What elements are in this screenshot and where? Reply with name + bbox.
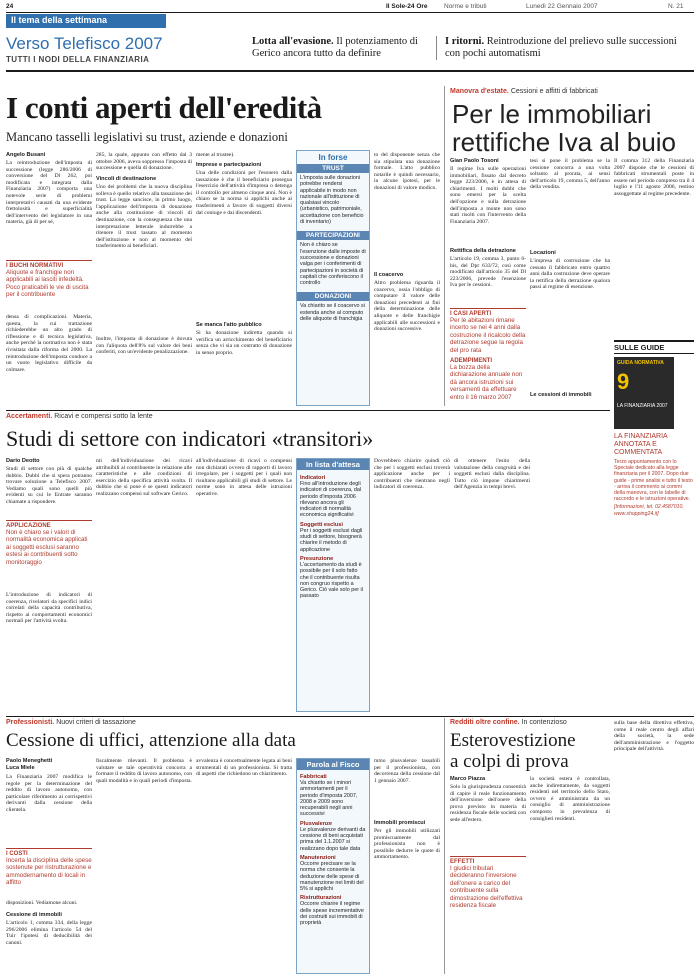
uffici-kicker-text: Nuovi criteri di tassazione (56, 719, 136, 726)
studi-col3: all'individuazione di ricavi o compensi non dichiarati ovvero di rapporti di lavoro irregolare, per i soggetti per i quali non risultano applicabili gli studi di settore. Le norme sono in attesa delle istruzioni operative. (196, 458, 292, 497)
estero-col1: Solo la giurisprudenza consentirà di capire il reale funzionamento dell'inversione dell'onere della prova previsto in materia di residenza fiscale delle società con sede all'estero. (450, 784, 526, 823)
guide-cover-brand: GUIDA NORMATIVA (617, 360, 664, 366)
estero-col2: la società estera è controllata, anche indirettamente, da soggetti residenti nel territorio dello Stato, ovvero è amministrata da un consiglio di amministrazione composto in prevalenza di consiglieri residenti. (530, 776, 610, 822)
lead-col1b: densa di complicazioni. Materia, questa, la cui trattazione richiederebbe un alto grado di riflessione e di tecnica legislativa, anche perché la normativa non è stata rivisitata dalla riforma del 2000. La reintroduzione dell'imposta conduce a un vuoto legislativo difficile da colmare. (6, 314, 92, 373)
studi-sidebox (6, 520, 92, 566)
fisco-item4-title: Ristrutturazioni (300, 895, 342, 902)
studi-col1: Studi di settore con più di qualche dubbio. Dubbi che si spera potranno trovare soluzione a Telefisco 2007. Vediamo quali sono quelli più evidenti su cui le Entrate saranno chiamate a rispondere. (6, 466, 92, 505)
uffici-author1: Paolo Meneghetti (6, 758, 53, 764)
in-forse-don-text: Va chiarito se il coacervo si estenda anche al computo delle aliquote di franchigia (300, 303, 365, 323)
immobili-sidebox-title: I CASI APERTI (450, 311, 492, 317)
immobili-col2c-a (530, 400, 610, 410)
attesa-item1-title: Indicatori (300, 475, 326, 481)
sulle-guide-box[interactable] (614, 340, 694, 530)
fisco-item1-title: Fabbricati (300, 774, 327, 780)
lead-col5a: to del disponente senza che sia stipulata una donazione formale. L'atto pubblico notarile è quindi necessario, in alcune ipotesi, per le donazioni di valore modico. (374, 152, 440, 191)
lead-col3-heading2: Se manca l'atto pubblico (196, 322, 262, 328)
attesa-item3-title: Presunzione (300, 555, 334, 562)
studi-col2: nti dell'individuazione dei ricavi attribuibili al contribuente in relazione alle caratteristiche e alle condizioni di esercizio della specifica attività svolta. Il dubbio che si pone è se questi indicatori realizzano compensi sul software Gerico. (96, 458, 192, 497)
banner-subtitle: TUTTI I NODI DELLA FINANZIARIA (6, 55, 150, 64)
lead-col2c: Inoltre, l'imposta di donazione è dovuta con l'aliquota dell'8% sul valore dei beni conferiti, con un'evidente penalizzazione. (96, 336, 192, 356)
teaser-ritorni[interactable] (436, 36, 686, 60)
lead-headline: I conti aperti dell'eredità (6, 90, 322, 125)
lead-sidebox-text: Aliquote e franchigie non applicabili ai lasciti infedeltà. Poco praticabili le vie di uscita per il contribuente (6, 269, 89, 299)
in-forse-trust-label: TRUST (297, 164, 369, 173)
issue-number: N. 21 (668, 3, 684, 10)
immobili-sidebox (450, 308, 526, 401)
studi-kicker-text: Ricavi e compensi sotto la lente (54, 413, 153, 420)
immobili-col3-heading: Le cessioni di immobili (530, 392, 592, 398)
immobili-sidebox-text2: La bozza della dichiarazione annuale non dà ancora istruzioni sui versamenti da effettuare entro il 16 marzo 2007 (450, 364, 523, 401)
uffici-col1-heading: Cessione di immobili (6, 912, 62, 918)
lead-col5b: Altro problema riguarda il coacervo, ossia l'obbligo di computare il valore delle donazioni precedenti ai fini della determinazione delle aliquote e delle franchigie applicabili alle successioni e donazioni successive. (374, 280, 440, 333)
coacervo-heading: Il coacervo (374, 272, 404, 278)
estero-kicker (450, 719, 567, 726)
section-flag (6, 14, 166, 28)
studi-kicker-bold: Accertamenti. (6, 413, 53, 420)
immobili-col3: Il comma 312 della Finanziaria 2007 dispone che le cessioni di fabbricati strumentali poste in essere nel periodo compreso tra il 4 luglio e l'11 agosto 2006, restino assoggettate al regime precedente. (614, 158, 694, 197)
uffici-kicker-bold: Professionisti. (6, 719, 55, 726)
guide-cover[interactable] (614, 357, 674, 429)
fisco-item3-title: Manutenzioni (300, 854, 336, 861)
uffici-col5: mmo plusvalenze tassabili per il professionista, con decorrenza della cessione dal 1 gennaio 2007. (374, 758, 440, 784)
sulle-guide-title: SULLE GUIDE (614, 340, 694, 354)
attesa-item3-text: L'accertamento da studi è possibile per il solo fatto che il contribuente risulta non congruo rispetto a Gerico. Ciò vale solo per il passato (300, 561, 363, 600)
in-forse-don-label: DONAZIONI (297, 292, 369, 301)
immobili-col1b: L'articolo 19, comma 3, punto 6-bis, del Dpr 633/72, così come modificato dall'articolo 35 del Dl 223/2006, prevede l'esenzione Iva per le cessioni. (450, 256, 526, 289)
immobili-kicker-text: Cessioni e affitti di fabbricati (510, 88, 598, 95)
attesa-item2-text: Per i soggetti esclusi dagli studi di settore, bisognerà chiarire il metodo di applicazione (300, 527, 363, 553)
lead-col2a: 285, la quale, appunto con effetto dal 3 ottobre 2006, aveva soppresso l'imposta di successione e quella di donazione. (96, 152, 192, 172)
immobili-headline-line1: Per le immobiliari (452, 99, 652, 129)
fisco-item2-text: Le plusvalenze derivanti da cessione di beni acquistati prima del 1.1.2007 si realizzano dopo tale data (300, 826, 366, 852)
uffici-sidebox-text: Incerta la disciplina delle spese sostenute per ristrutturazione e ammodernamento di locali in affitto (6, 857, 92, 887)
parola-fisco-box (296, 758, 370, 974)
studi-col1b: L'introduzione di indicatori di coerenza, rivelatori da specifici indici correlati della capacità contributiva, rispetto ai comportamenti economici normali per l'attività svolta. (6, 592, 92, 625)
teaser-ritorni-bold: I ritorni. (445, 36, 485, 47)
estero-headline-line2: a colpi di prova (450, 751, 569, 772)
uffici-col1c: L'articolo 1, comma 334, della legge 296/2006 elimina l'articolo 54 del Tuir l'ipotesi di deducibilità dei canoni. (6, 920, 92, 946)
banner (6, 34, 694, 72)
studi-sidebox-text: Non è chiaro se i valori di normalità economica applicati ai soggetti esclusi saranno estesi ai contribuenti sotto monitoraggio (6, 529, 88, 566)
studi-kicker (6, 413, 153, 420)
guide-cover-number: 9 (617, 369, 630, 394)
lead-col2b: Uno dei problemi che la nuova disciplina solleva è quello relativo alla tassazione dei trust. La legge sancisce, in primo luogo, l'applicazione dell'imposta di donazione anche alla costituzione di vincoli di destinazione, con la conseguenza che una interpretazione letterale indurrebbe a ritenere il trust tassato al momento dell'istituzione e non al momento del trasferimento ai beneficiari. (96, 184, 192, 250)
lead-col3b: Una delle condizioni per l'esonero dalla tassazione è che il beneficiario prosegua l'esercizio dell'attività d'impresa o detenga il controllo per almeno cinque anni. Non è chiaro se la norma si applichi anche ai trasferimenti a favore di soggetti diversi dal coniuge e dai discendenti. (196, 170, 292, 216)
fisco-item3-text: Occorre precisare se la norma che consente la deduzione delle spese di manutenzione nei limiti del 5% si applichi (300, 860, 364, 893)
studi-author: Dario Deotto (6, 458, 40, 464)
paper-name: Il Sole-24 Ore (386, 3, 428, 10)
immobili-sidebox-text: Per le abitazioni rimane incerto se nei 4 anni dalla costruzione il ricalcolo della detrazione segue la regola del pro rata (450, 317, 526, 354)
estero-headline-line1: Esterovestizione (450, 730, 576, 751)
in-forse-part-label: PARTECIPAZIONI (297, 231, 369, 240)
lead-col2-heading: Vincoli di destinazione (96, 176, 157, 182)
attesa-item1-text: Fino all'introduzione degli indicatori di coerenza, dal periodo d'imposta 2006 rilevano ancora gli indicatori di normalità economica significativi (300, 481, 362, 519)
teaser-evasione-bold: Lotta all'evasione. (252, 36, 334, 47)
estero-kicker-text: In contenzioso (521, 719, 567, 726)
immobili-col2: tesi si pone il problema se la cessione concorra a una volta soltanto al prorata, ai sensi dell'articolo 19, comma 5, dell'anno della vendita. (530, 158, 610, 191)
uffici-col1: La Finanziaria 2007 modifica le regole per la determinazione del reddito di lavoro autonomo, con particolare riferimento ai corrispettivi derivanti dalla cessione della clientela. (6, 774, 92, 813)
uffici-kicker (6, 719, 136, 726)
immobili-col1: Il regime Iva sulle operazioni immobiliari, fissato dal decreto legge 223/2006, è in attesa di chiarimenti. I molti dubbi che sono emersi per la scelta dell'opzione e sulla detrazione dell'imposta a monte non sono stati risolti con l'intervento della Finanziaria 2007. (450, 166, 526, 225)
immobili-author: Gian Paolo Tosoni (450, 158, 499, 164)
paper-subsection: Norme e tributi (444, 3, 487, 10)
uffici-author2: Luca Miele (6, 765, 35, 771)
parola-fisco-title: Parola al Fisco (297, 759, 369, 770)
studi-sidebox-title: APPLICAZIONE (6, 523, 51, 529)
immobili-kicker (450, 88, 598, 95)
estero-author: Marco Piazza (450, 776, 486, 782)
estero-headline (450, 730, 610, 772)
estero-kicker-bold: Redditi oltre confine. (450, 719, 520, 726)
fisco-item1-text: Va chiarito se i minori ammortamenti per il periodo d'imposta 2007, 2008 e 2009 sono recuperabili negli anni successivi (300, 780, 358, 818)
uffici-col1b: disposizioni. Vediamone alcuni. (6, 900, 78, 906)
fisco-item4-text: Occorre chiarire il regime delle spese incrementative dei costruiti sui immobili di proprietà (300, 901, 364, 927)
estero-col3: sulla base della direttiva effettiva, come il reale centro degli affari della società, la sede dell'amministrazione e l'oggetto principale dell'attività. (614, 720, 694, 753)
in-forse-title: In forse (318, 153, 348, 162)
studi-col5: Dovrebbero chiarire quindi ciò che per i soggetti esclusi troverà applicazione anche per i contribuenti che rientrano negli indicatori di coerenza. (374, 458, 450, 491)
lead-col3c: Si ha donazione indiretta quando si verifica un arricchimento del beneficiario senza che vi sia un contratto di donazione in senso proprio. (196, 330, 292, 356)
immobili-kicker-bold: Manovra d'estate. (450, 88, 509, 95)
immobili-col1-heading: Rettifica della detrazione (450, 248, 516, 254)
masthead (6, 3, 694, 12)
estero-sidebox-title: EFFETTI (450, 859, 475, 865)
immobili-headline (452, 100, 692, 156)
lead-col3a: mente al trustee). (196, 152, 235, 158)
immobili-col2-heading: Locazioni (530, 250, 556, 256)
fisco-item2-title: Plusvalenze (300, 820, 333, 827)
issue-date: Lunedì 22 Gennaio 2007 (526, 3, 598, 10)
page-number: 24 (6, 3, 14, 10)
lista-attesa-box (296, 458, 370, 712)
studi-col6: di ottenere l'esito della valutazione della congruità e dei soggetti esclusi dalla disciplina. Tutto ciò impone chiarimenti dell'Agenzia in tempi brevi. (454, 458, 530, 491)
teaser-evasione-text: Il potenziamento di Gerico ancora tutto da definire (252, 36, 418, 59)
uffici-col3: avvalenza è concettualmente legata ai beni strumentali di un professionista. Si tratta di aspetti che richiedono un chiarimento. (196, 758, 292, 778)
studi-col7 (534, 458, 610, 712)
uffici-col2: fiscalmente rilevanti. Il problema è valutare se tale operatività concorra a formare il reddito di lavoro autonomo, con quali modalità e in quali periodi d'imposta. (96, 758, 192, 784)
guide-cover-sub: LA FINANZIARIA 2007 (617, 403, 668, 409)
lead-sidebox (6, 260, 92, 299)
teaser-evasione[interactable] (252, 36, 422, 60)
guide-caption-title: LA FINANZIARIA ANNOTATA E COMMENTATA (614, 433, 668, 456)
in-forse-part-text: Non è chiaro se l'esenzione dalle imposte di successione e donazioni valga per i conferimenti di partecipazioni in società di capitali che conferiscono il controllo (300, 242, 366, 287)
guide-contact: [Informazioni, tel. 02.4587010, www.shopping24.it] (614, 504, 684, 517)
lead-col3-heading1: Imprese e partecipazioni (196, 162, 262, 168)
immobili-col2b: L'impresa di costruzione che ha cessato il fabbricato entro quattro anni dalla costruzione deve operare la rettifica della detrazione qualora passi al regime di esenzione. (530, 258, 610, 291)
uffici-sidebox-title: I COSTI (6, 851, 28, 857)
guide-caption-text: Terzo appuntamento con lo Speciale dedicato alla legge finanziaria per il 2007. Dopo due guide - prime analisi e tutto il testo - arriva il commento ai commi della manovra, con le tabelle di raccordo e le istruzioni operative. (614, 459, 693, 503)
lead-deck: Mancano tasselli legislativi su trust, aziende e donazioni (6, 130, 288, 144)
estero-sidebox (450, 856, 526, 909)
banner-title: Verso Telefisco 2007 (6, 34, 163, 53)
lista-attesa-title: In lista d'attesa (297, 459, 369, 470)
attesa-item2-title: Soggetti esclusi (300, 521, 343, 528)
uffici-col5-heading: Immobili promiscui (374, 820, 426, 826)
immobili-sidebox-title2: ADEMPIMENTI (450, 358, 492, 365)
in-forse-box (296, 150, 370, 406)
lead-author: Angelo Busani (6, 152, 46, 158)
uffici-col5b: Per gli immobili utilizzati promiscuamente dal professionista non è possibile dedurre le quote di ammortamento. (374, 828, 440, 861)
uffici-sidebox (6, 848, 92, 887)
studi-headline: Studi di settore con indicatori «transitori» (6, 426, 374, 451)
in-forse-trust-text: L'imposta sulle donazioni potrebbe rendersi applicabile in modo non razionale all'istituzione di qualsiasi vincolo (urbanistico, patrimoniale, accettazione con beneficio di inventario) (300, 175, 364, 226)
uffici-headline: Cessione di uffici, attenzione alla data (6, 730, 296, 751)
section-title: Il tema della settimana (11, 15, 108, 25)
lead-sidebox-title: I BUCHI NORMATIVI (6, 263, 64, 269)
lead-col1: La reintroduzione dell'imposta di successione (legge 286/2006 di conversione del Dl 262, poi modificata e integrata dalla Finanziaria 2007) comporta una notevole serie di problemi interpretativi causati da una evidente frettolosità e superficialità dell'intervento del legislatore in una materia, già di per sé, (6, 160, 92, 226)
teaser-ritorni-text: Reintroduzione del prelievo sulle successioni con pochi automatismi (445, 36, 677, 59)
estero-sidebox-text: I giudici tributari decideranno l'inversione dell'onere a carico del contribuente sulla dimostrazione dell'effettiva residenza fiscale (450, 865, 523, 910)
immobili-headline-line2: rettifiche Iva al buio (452, 127, 677, 157)
